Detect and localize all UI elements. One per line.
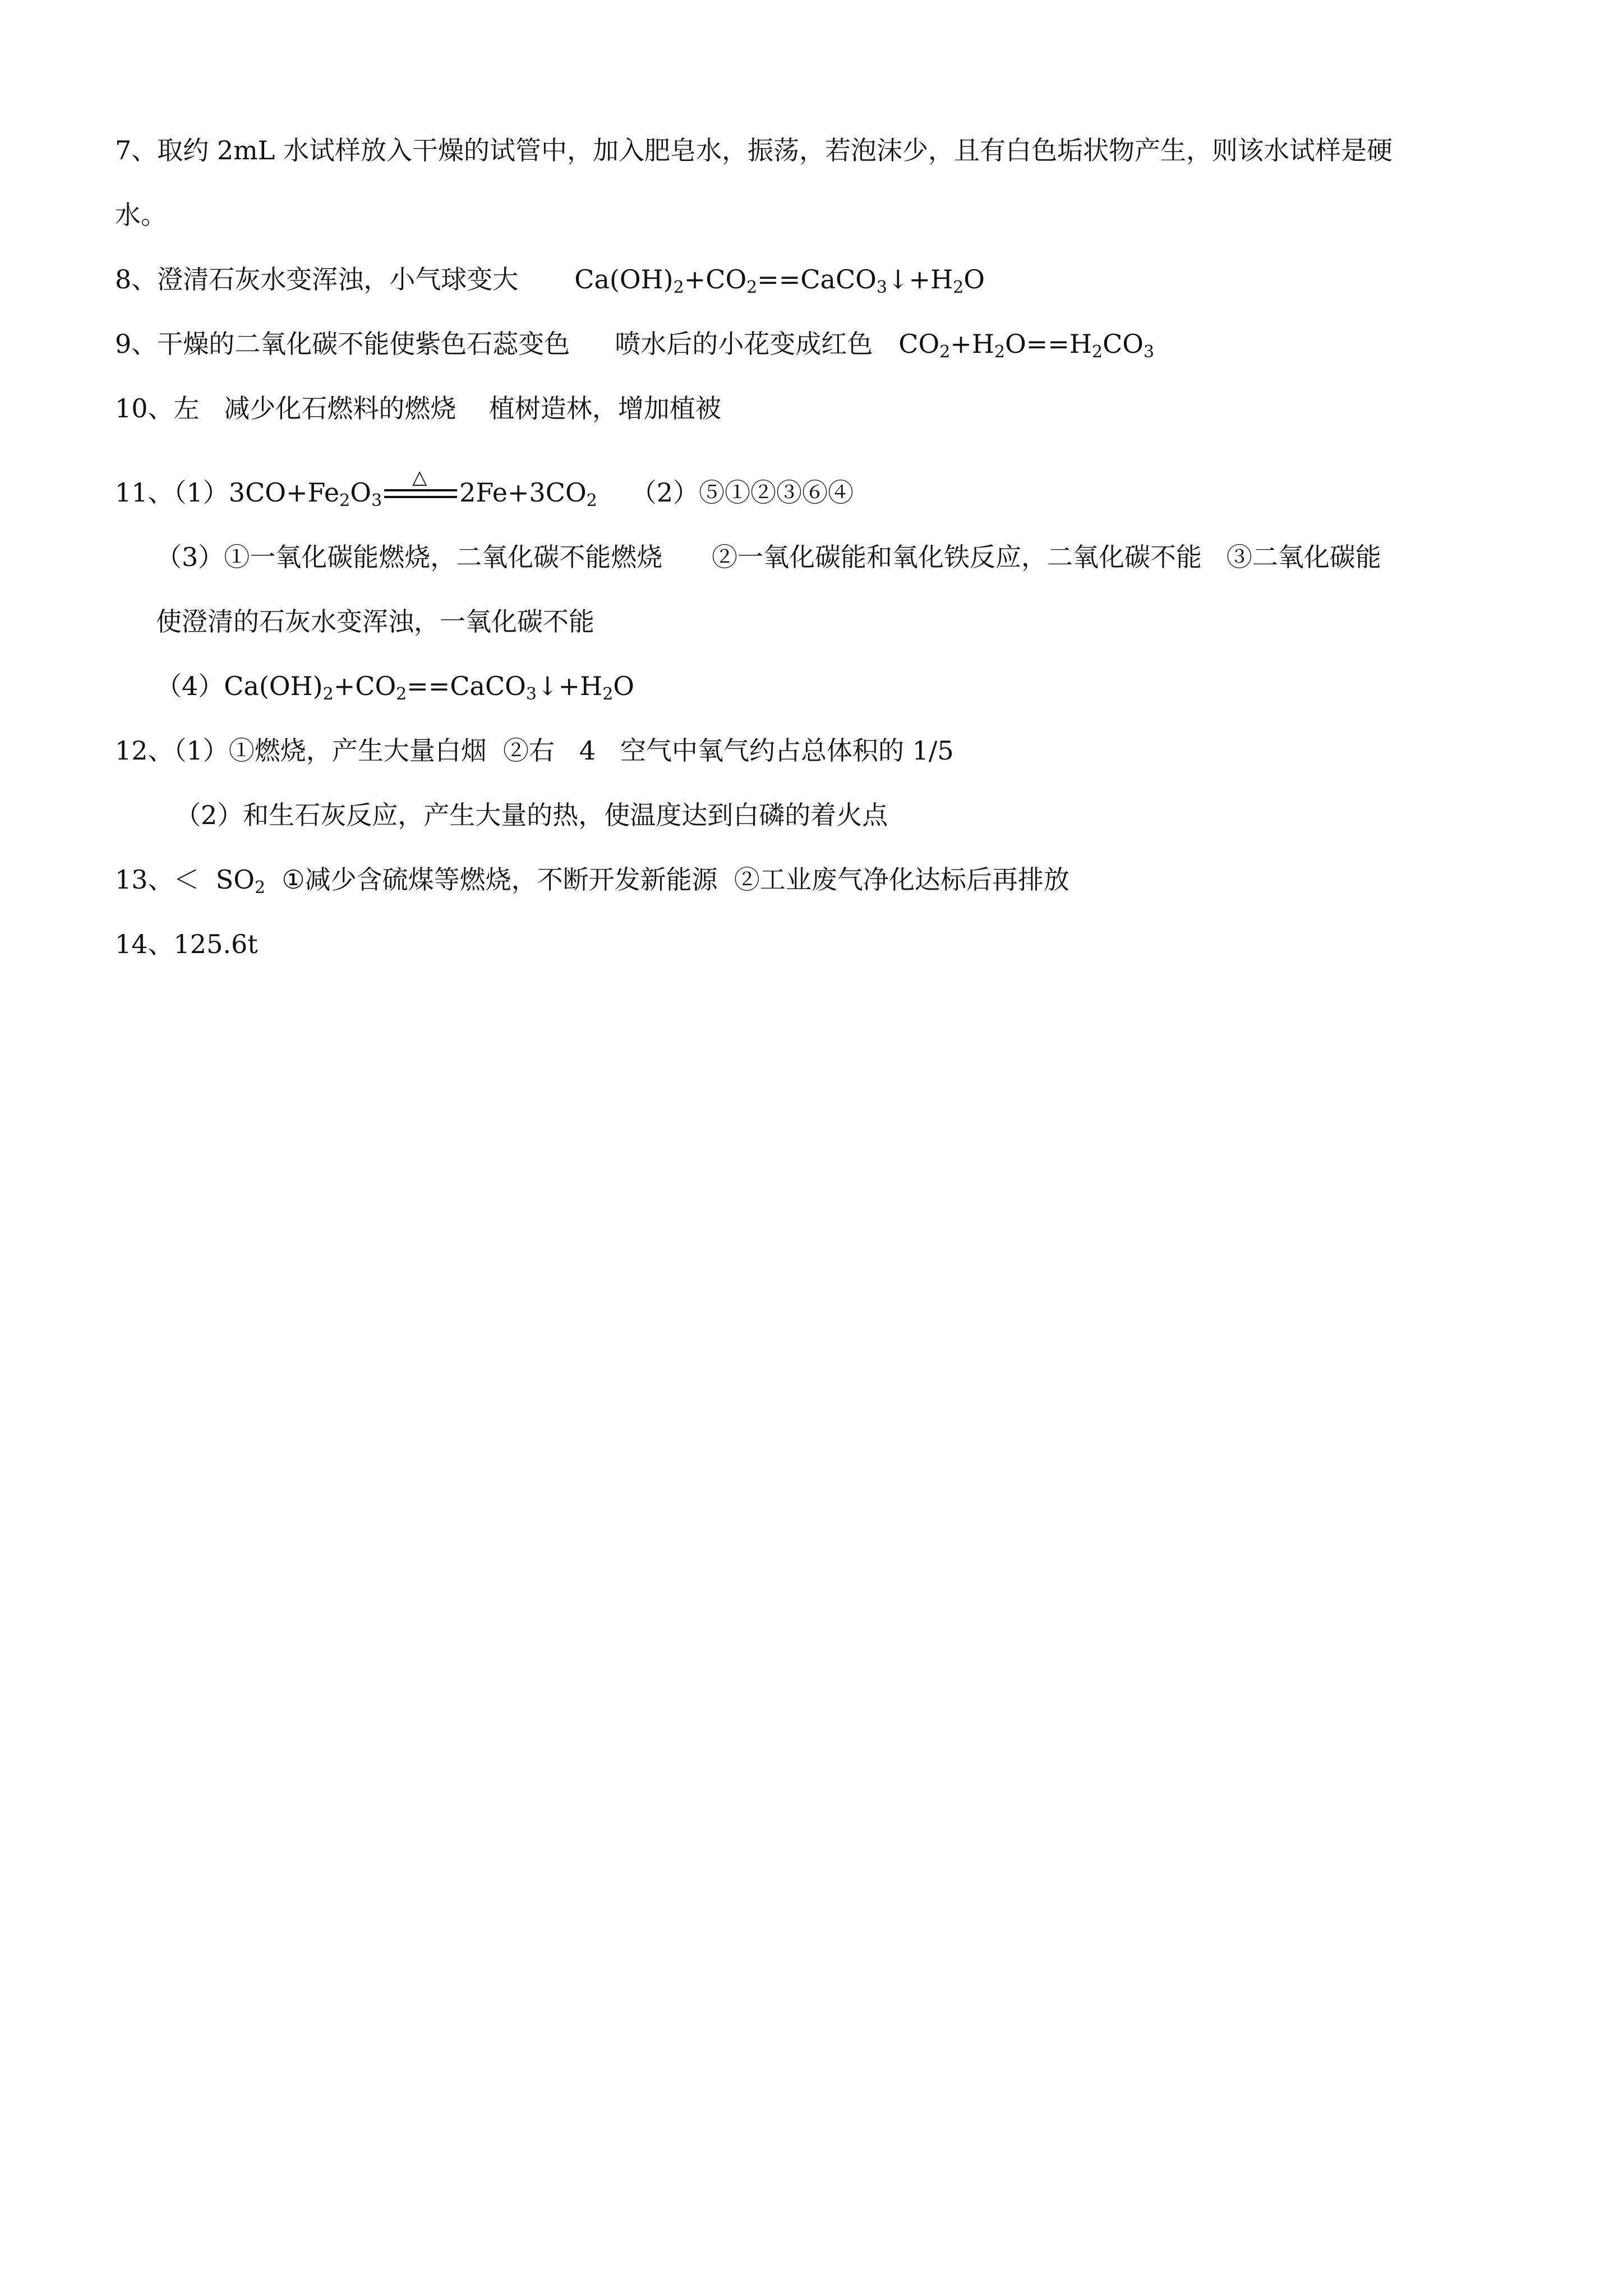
answer-11-part-3-line-1: （3）①一氧化碳能燃烧，二氧化碳不能燃烧 ②一氧化碳能和氧化铁反应，二氧化碳不能 ③二氧化碳能 — [156, 542, 1381, 572]
answer-14: 14、125.6t — [115, 929, 258, 959]
answer-11-part-4: $(4)Ca(OH)_2+CO_2==CaCO_3↓+H_2O$ — [156, 671, 634, 704]
answer-9-text: 9、干燥的二氧化碳不能使紫色石蕊变色 — [115, 329, 570, 359]
heat-triangle-icon: △ — [412, 466, 427, 489]
answer-9-equation: $CO_2+H_2O==H_2CO_3$ — [898, 329, 1155, 362]
answer-12-part-1: 12、（1）①燃烧，产生大量白烟 ②右 4 空气中氧气约占总体积的 1/5 — [115, 735, 954, 766]
answer-7-line-2: 水。 — [115, 200, 167, 230]
heating-condition-equals-sign — [384, 466, 457, 506]
answer-11-part-4-equation: $Ca(OH)_2+CO_2==CaCO_3↓+H_2O$ — [224, 671, 634, 704]
answer-7-line-1: 7、取约 2mL 水试样放入干燥的试管中，加入肥皂水，振荡，若泡沫少，且有白色垢状物产生，则该水试样是硬 — [115, 135, 1393, 165]
answer-11-part-1-2: 11、$(1)3CO+Fe_2O_3$ △ $2Fe+3CO_2$ （2）⑤①②③⑥④ — [115, 466, 854, 510]
answer-11-part-2: （2）⑤①②③⑥④ — [630, 477, 854, 508]
answer-9-text-2: 喷水后的小花变成红色 — [615, 329, 873, 359]
answer-9 — [115, 327, 1154, 361]
answer-10: 10、左 减少化石燃料的燃烧 植树造林，增加植被 — [115, 393, 721, 424]
answer-12-part-2: （2）和生石灰反应，产生大量的热，使温度达到白磷的着火点 — [175, 800, 888, 830]
answer-8 — [115, 263, 985, 296]
answer-8-text: 8、澄清石灰水变浑浊，小气球变大 — [115, 264, 519, 295]
answer-11-part-3-line-2: 使澄清的石灰水变浑浊，一氧化碳不能 — [156, 606, 594, 637]
answer-8-equation: $Ca(OH)_2+CO_2==CaCO_3↓+H_2O$ — [574, 264, 985, 297]
answer-13: 13、＜ $SO_2$ ①减少含硫煤等燃烧，不断开发新能源 ②工业废气净化达标后再排放 — [115, 864, 1069, 898]
